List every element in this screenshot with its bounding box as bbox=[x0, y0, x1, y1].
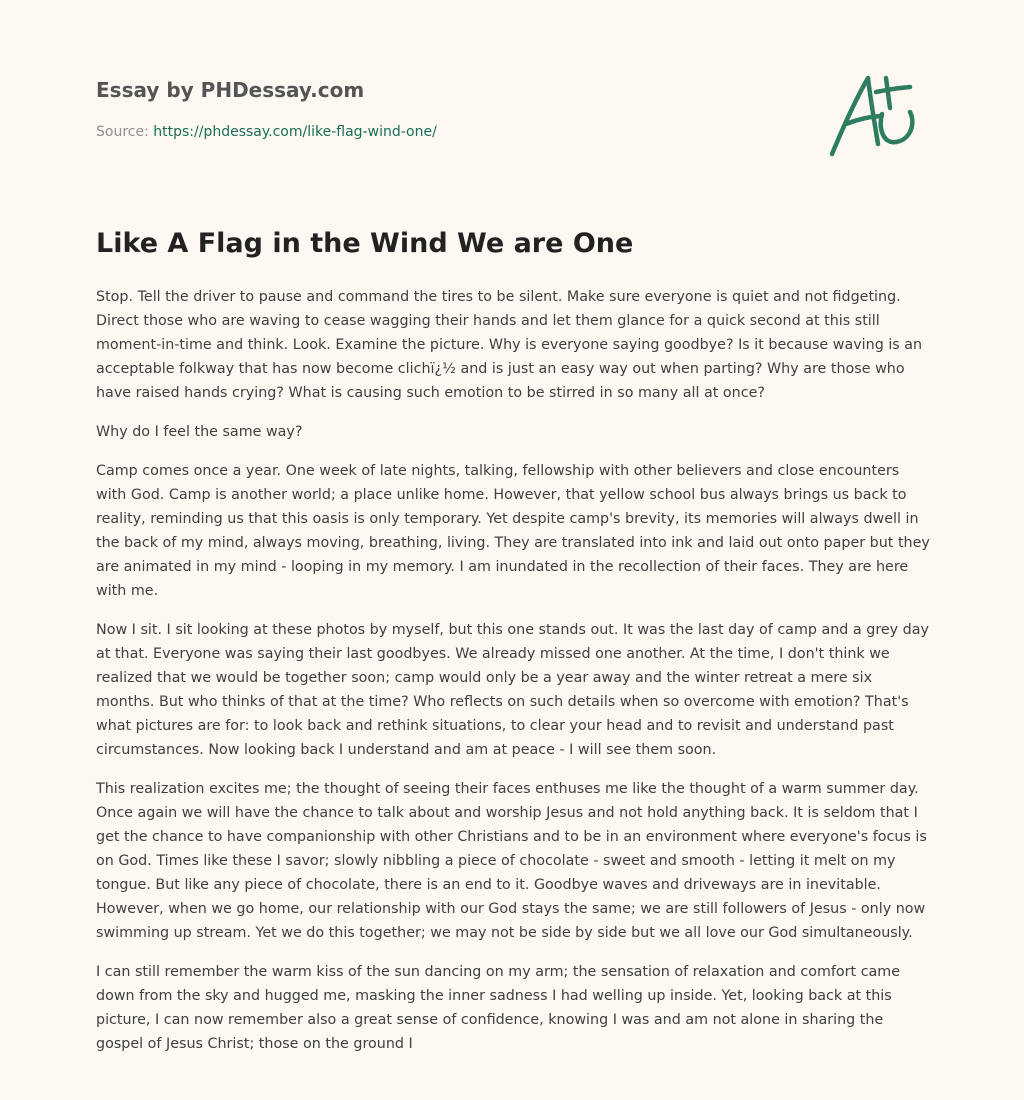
essay-body bbox=[96, 285, 930, 1071]
essay-paragraph: Why do I feel the same way? bbox=[96, 424, 303, 440]
a-plus-grade-logo-icon bbox=[824, 68, 924, 164]
essay-paragraph: This realization excites me; the thought of seeing their faces enthuses me like the thought of a warm summer day. Once again we will have the chance to talk about and worship Jesus and not hold anything back. It is seldom that I get the chance to have companionship with other Christians and to be in an environment where everyone's focus is on God. Times like these I savor; slowly nibbling a piece of chocolate - sweet and smooth - letting it melt on my tongue. But like any piece of chocolate, there is an end to it. Goodbye waves and driveways are in inevitable. However, when we go home, our relationship with our God stays the same; we are still followers of Jesus - only now swimming up stream. Yet we do this together; we may not be side by side but we all love our God simultaneously. bbox=[96, 781, 927, 941]
essay-paragraph: Stop. Tell the driver to pause and command the tires to be silent. Make sure everyone is quiet and not fidgeting. Direct those who are waving to cease wagging their hands and let them glance for a quick second at this still moment-in-time and think. Look. Examine the picture. Why is everyone saying goodbye? Is it because waving is an acceptable folkway that has now become clichï¿½ and is just an easy way out when parting? Why are those who have raised hands crying? What is causing such emotion to be stirred in so many all at once? bbox=[96, 289, 923, 401]
essay-paragraph: Camp comes once a year. One week of late nights, talking, fellowship with other believers and close encounters with God. Camp is another world; a place unlike home. However, that yellow school bus always brings us back to reality, reminding us that this oasis is only temporary. Yet despite camp's brevity, its memories will always dwell in the back of my mind, always moving, breathing, living. They are translated into ink and laid out onto paper but they are animated in my mind - looping in my memory. I am inundated in the recollection of their faces. They are here with me. bbox=[96, 463, 930, 599]
essay-paragraph: I can still remember the warm kiss of the sun dancing on my arm; the sensation of relaxation and comfort came down from the sky and hugged me, masking the inner sadness I had welling up inside. Yet, looking back at this picture, I can now remember also a great sense of confidence, knowing I was and am not alone in sharing the gospel of Jesus Christ; those on the ground I bbox=[96, 964, 901, 1052]
essay-paragraph: Now I sit. I sit looking at these photos by myself, but this one stands out. It was the last day of camp and a grey day at that. Everyone was saying their last goodbyes. We already missed one another. At the time, I don't think we realized that we would be together soon; camp would only be a year away and the winter retreat a mere six months. But who thinks of that at the time? Who reflects on such details when so overcome with emotion? That's what pictures are for: to look back and rethink situations, to clear your head and to revisit and understand past circumstances. Now looking back I understand and am at peace - I will see them soon. bbox=[96, 622, 929, 758]
brand-title: Essay by PHDessay.com bbox=[96, 78, 365, 102]
source-label: Source: bbox=[96, 124, 149, 140]
source-line bbox=[96, 122, 928, 142]
essay-title: Like A Flag in the Wind We are One bbox=[96, 228, 634, 259]
header bbox=[96, 74, 928, 184]
source-link[interactable]: https://phdessay.com/like-flag-wind-one/ bbox=[153, 124, 437, 140]
